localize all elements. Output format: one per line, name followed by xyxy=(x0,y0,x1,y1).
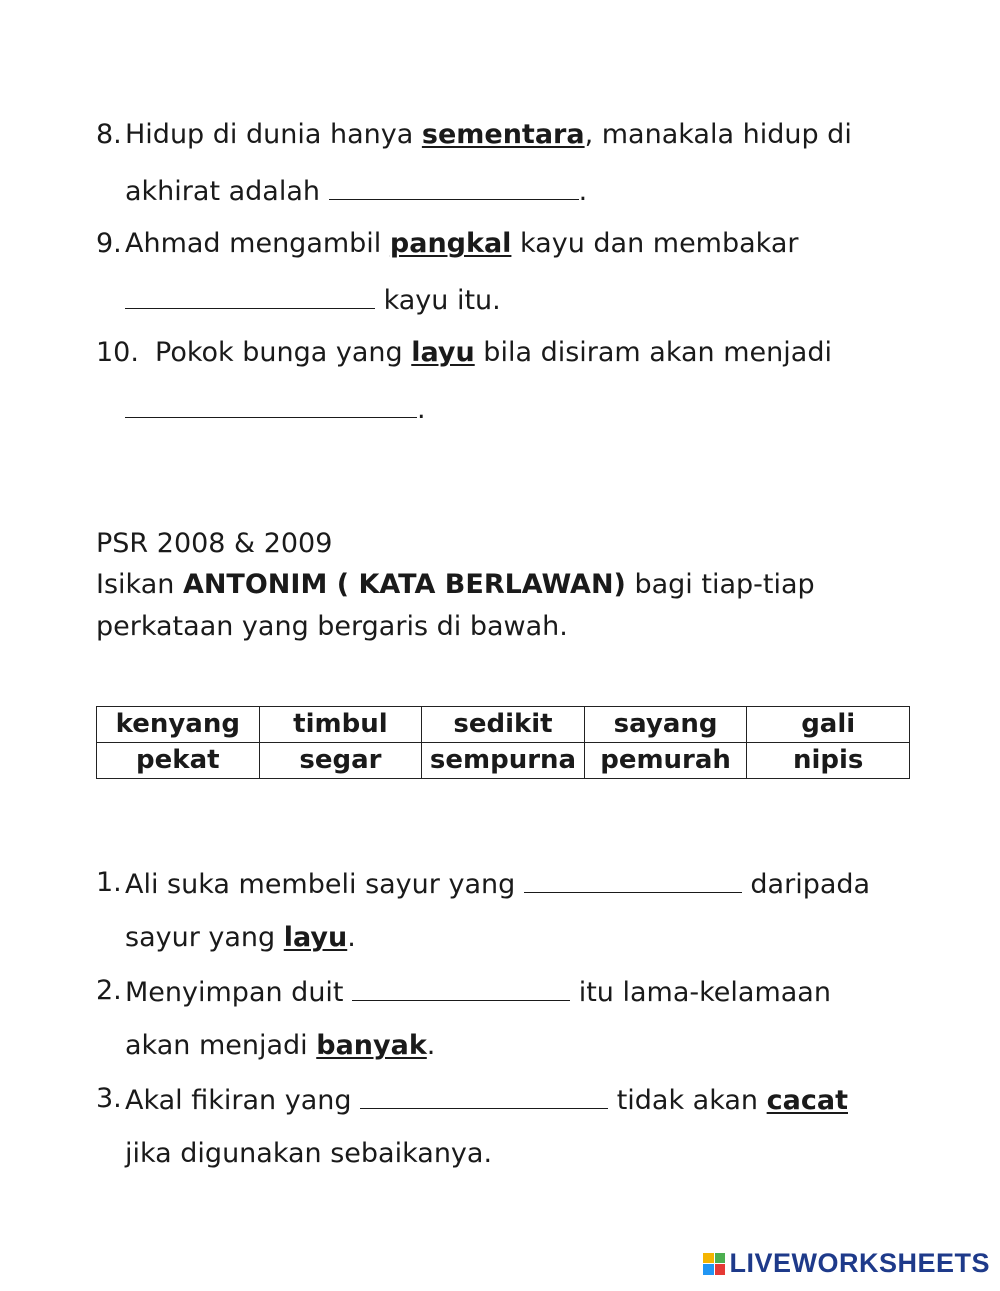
question-line: Ali suka membeli sayur yang daripada xyxy=(125,866,870,902)
keyword: sementara xyxy=(421,119,585,150)
answer-blank[interactable] xyxy=(329,173,579,200)
table-cell: kenyang xyxy=(97,707,260,743)
liveworksheets-logo xyxy=(703,1248,990,1279)
answer-blank[interactable] xyxy=(125,282,375,309)
table-cell: sempurna xyxy=(422,743,585,779)
table-cell: sayang xyxy=(584,707,747,743)
table-cell: segar xyxy=(259,743,422,779)
instruction-line: perkataan yang bergaris di bawah. xyxy=(96,611,568,642)
logo-icon xyxy=(703,1253,725,1275)
question-line: sayur yang layu. xyxy=(125,922,356,953)
keyword: layu xyxy=(283,922,348,953)
question-line: kayu itu. xyxy=(125,282,501,318)
keyword: cacat xyxy=(766,1085,848,1116)
answer-blank[interactable] xyxy=(524,866,742,893)
question-number: 1. xyxy=(96,867,122,898)
answer-blank[interactable] xyxy=(125,391,417,418)
answer-blank[interactable] xyxy=(352,974,570,1001)
instruction-emphasis: ANTONIM ( KATA BERLAWAN) xyxy=(182,569,626,600)
table-cell: pekat xyxy=(97,743,260,779)
question-number: 3. xyxy=(96,1083,122,1114)
table-row xyxy=(97,743,910,779)
table-row xyxy=(97,707,910,743)
question-line: . xyxy=(125,391,426,427)
question-number: 2. xyxy=(96,975,122,1006)
question-number: 8. xyxy=(96,119,122,150)
question-line: jika digunakan sebaikanya. xyxy=(125,1138,493,1169)
keyword: pangkal xyxy=(389,228,512,259)
question-number: 9. xyxy=(96,228,122,259)
question-line: Pokok bunga yang layu bila disiram akan menjadi xyxy=(155,337,832,368)
table-cell: nipis xyxy=(747,743,910,779)
answer-blank[interactable] xyxy=(360,1082,608,1109)
word-bank-table xyxy=(96,706,910,779)
question-number: 10. xyxy=(96,337,139,368)
question-line: Hidup di dunia hanya sementara, manakala hidup di xyxy=(125,119,852,150)
question-line: akhirat adalah . xyxy=(125,173,587,209)
question-line: akan menjadi banyak. xyxy=(125,1030,436,1061)
table-cell: gali xyxy=(747,707,910,743)
table-cell: timbul xyxy=(259,707,422,743)
logo-text: LIVEWORKSHEETS xyxy=(729,1248,990,1278)
question-line: Akal fikiran yang tidak akan cacat xyxy=(125,1082,848,1118)
section-heading: PSR 2008 & 2009 xyxy=(96,528,333,559)
keyword: layu xyxy=(411,337,475,368)
instruction-line: Isikan ANTONIM ( KATA BERLAWAN) bagi tiap-tiap xyxy=(96,569,815,600)
table-cell: sedikit xyxy=(422,707,585,743)
question-line: Ahmad mengambil pangkal kayu dan membakar xyxy=(125,228,799,259)
keyword: banyak xyxy=(316,1030,427,1061)
question-line: Menyimpan duit itu lama-kelamaan xyxy=(125,974,831,1010)
table-cell: pemurah xyxy=(584,743,747,779)
